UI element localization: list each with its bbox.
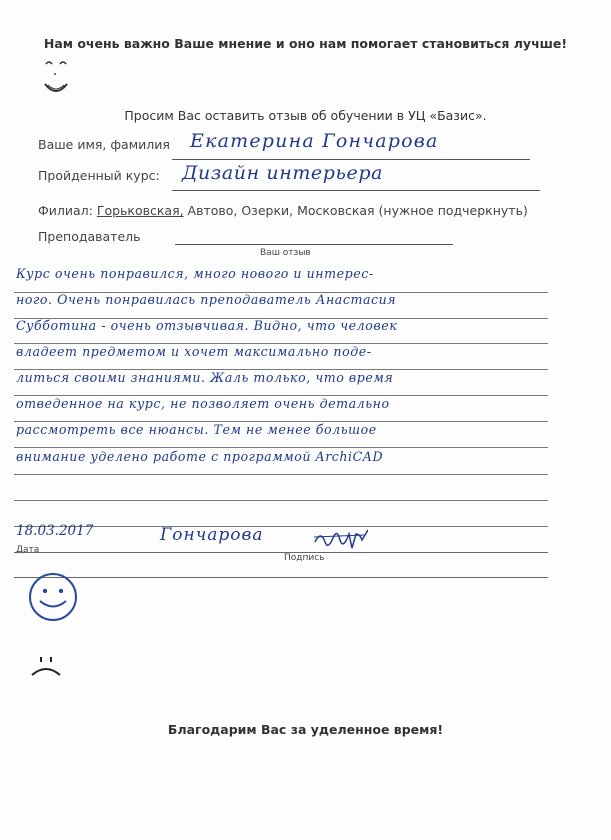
name-line [172,159,530,160]
review-text-line: рассмотреть все нюансы. Тем не менее большое [16,422,377,437]
signature-line-lower [14,577,548,578]
signature-scribble [312,528,368,552]
review-rule [14,447,548,448]
review-text-line: владеет предметом и хочет максимально поде- [16,344,372,359]
branch-field [38,203,528,218]
date-value: 18.03.2017 [16,523,94,539]
branch-selected: Горьковская, [96,203,184,218]
date-label: Дата [16,545,40,555]
review-text-line: Субботина - очень отзывчивая. Видно, что человек [16,318,398,333]
name-value: Екатерина Гончарова [190,130,439,152]
happy-face-icon [24,570,82,624]
signature-label: Подпись [284,553,325,563]
course-line [172,190,540,191]
form-header: Нам очень важно Ваше мнение и оно нам помогает становиться лучше! [43,36,568,51]
review-text-line: литься своими знаниями. Жаль только, что время [16,370,394,385]
review-text-line: отведенное на курс, не позволяет очень детально [16,396,390,411]
form-title: Просим Вас оставить отзыв об обучении в УЦ «Базис». [124,108,487,123]
review-text-line: ного. Очень понравилась преподаватель Анастасия [16,292,397,307]
review-rule [14,500,548,501]
review-text-line: внимание уделено работе с программой ArchiCAD [16,449,384,464]
form-footer: Благодарим Вас за уделенное время! [167,722,444,737]
branch-label: Филиал: [38,203,93,218]
signature-name: Гончарова [160,525,264,545]
smiley-face-icon [38,54,74,100]
course-value: Дизайн интерьера [182,162,384,184]
teacher-line [175,244,453,245]
review-rule [14,474,548,475]
sad-face-icon [26,650,66,680]
signature-line [14,552,548,553]
course-label: Пройденный курс: [38,168,160,183]
review-text-line: Курс очень понравился, много нового и интерес- [16,266,374,281]
review-label: Ваш отзыв [260,248,311,258]
review-rule [14,526,548,527]
name-label: Ваше имя, фамилия [38,137,170,152]
teacher-label: Преподаватель [38,229,141,244]
branch-options: Автово, Озерки, Московская (нужное подчеркнуть) [183,203,528,218]
